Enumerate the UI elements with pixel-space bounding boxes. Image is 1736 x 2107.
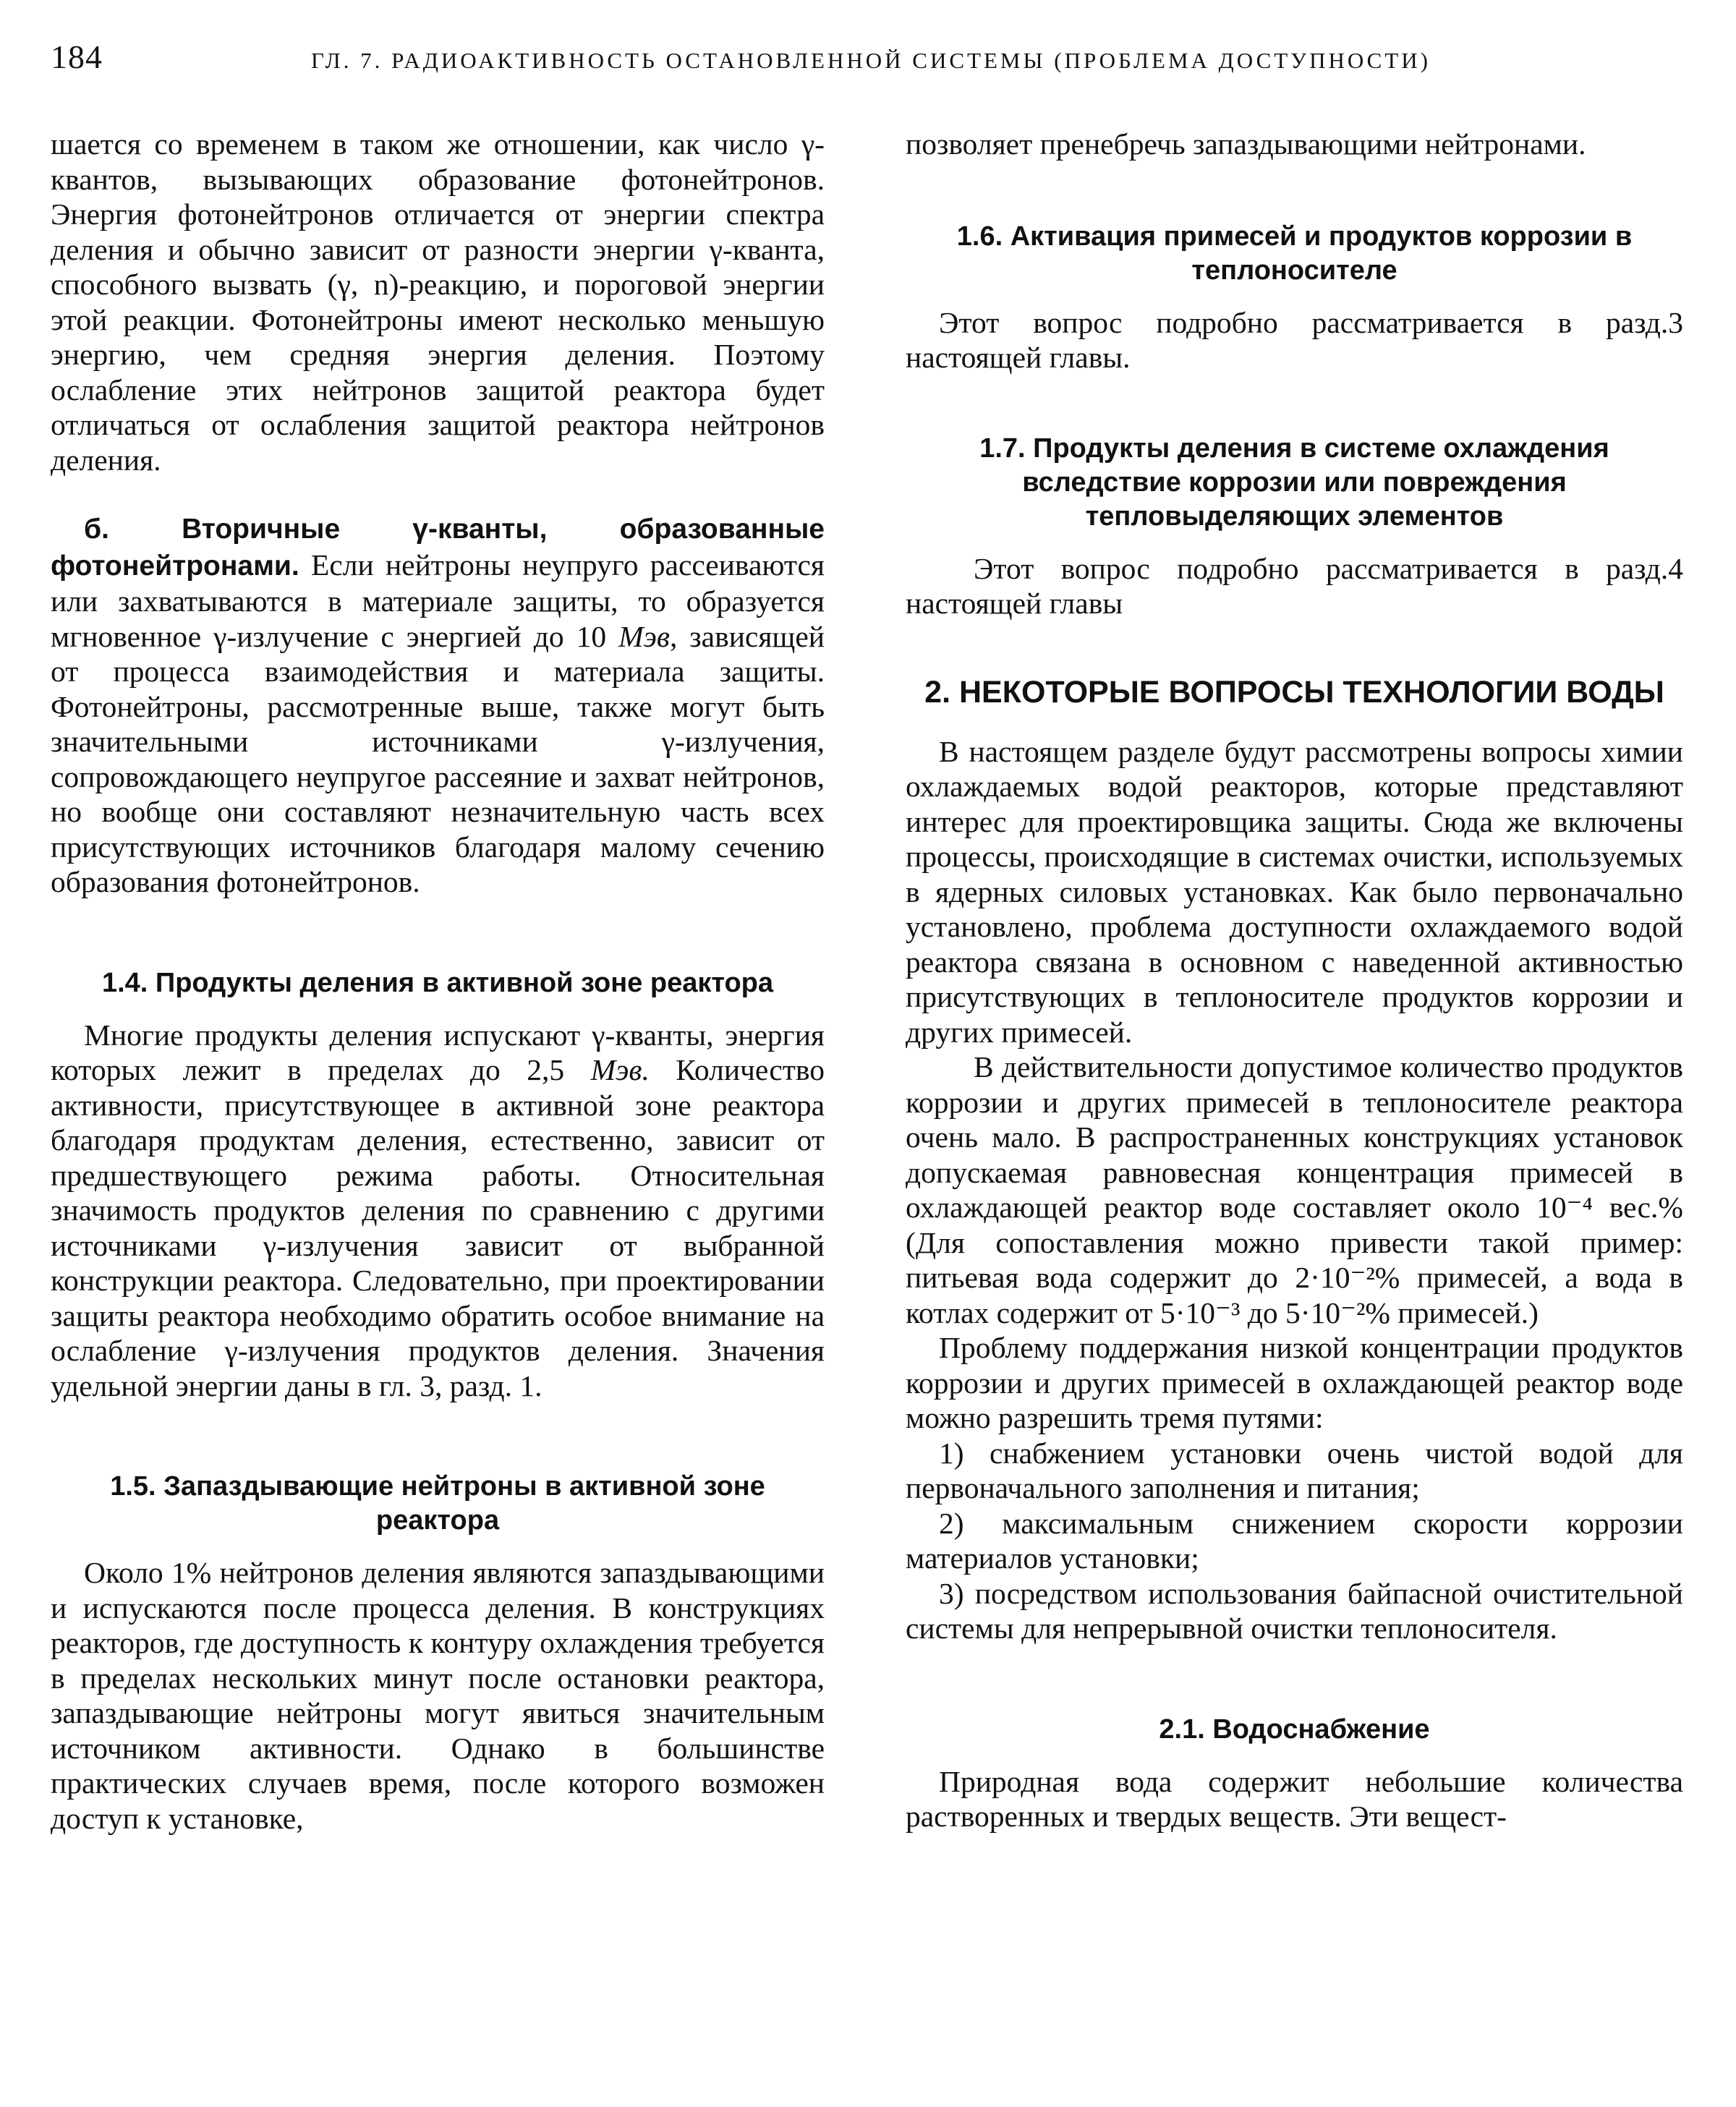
text-span: Многие продукты деления испускают γ-кванты, энергия которых лежит в пределах до 2,5 — [51, 1018, 825, 1086]
subsection-heading-1-5: 1.5. Запаздывающие нейтроны в активной зоне реактора — [110, 1471, 765, 1536]
paragraph-fission-products — [51, 1018, 825, 1404]
subsection-heading-1-7: 1.7. Продукты деления в системе охлаждения вследствие коррозии или повреждения тепловыделяющих элементов — [979, 433, 1609, 532]
paragraph: В настоящем разделе будут рассмотрены вопросы химии охлаждаемых водой реакторов, которые представляют интерес для проектировщика защиты. Сюда же включены процессы, происходящие в системах очистки, используемых в ядерных силовых установках. Как было первоначально установлено, проблема доступности охлаждаемого водой реактора связана в основном с наведенной активностью присутствующих в теплоносителе продуктов коррозии и других примесей. — [906, 734, 1683, 1049]
page-number: 184 — [51, 38, 103, 75]
list-item: 1) снабжением установки очень чистой водой для первоначального заполнения и питания; — [906, 1436, 1683, 1504]
paragraph: Этот вопрос подробно рассматривается в разд.3 настоящей главы. — [906, 305, 1683, 374]
paragraph: позволяет пренебречь запаздывающими нейтронами. — [906, 127, 1586, 161]
subsection-heading-2-1: 2.1. Водоснабжение — [1159, 1714, 1430, 1745]
paragraph: Этот вопрос подробно рассматривается в разд.4 настоящей главы — [906, 551, 1683, 620]
paragraph: Проблему поддержания низкой концентрации продуктов коррозии и других примесей в охлаждающей реактор воде можно разрешить тремя путями: — [906, 1331, 1683, 1434]
running-head: ГЛ. 7. РАДИОАКТИВНОСТЬ ОСТАНОВЛЕННОЙ СИСТЕМЫ (ПРОБЛЕМА ДОСТУПНОСТИ) — [311, 48, 1431, 73]
paragraph: шается со временем в таком же отношении, как число γ-квантов, вызывающих образование фотонейтронов. Энергия фотонейтронов отличается от энергии спектра деления и обычно зависит от разности энергии γ-кванта, способного вызвать (γ, n)-реакцию, и пороговой энергии этой реакции. Фотонейтроны имеют несколько меньшую энергию, чем средняя энергия деления. Поэтому ослабление этих нейтронов защитой реактора будет отличаться от ослабления защитой реактора нейтронов деления. — [51, 127, 825, 477]
text-span: Количество активности, присутствующее в активной зоне реактора благодаря продуктам деления, естественно, зависит от предшествующего режима работы. Относительная значимость продуктов деления по сравнению с другими источниками γ-излучения зависит от выбранной конструкции реактора. Следовательно, при проектировании защиты реактора необходимо обратить особое внимание на ослабление γ-излучения продуктов деления. Значения удельной энергии даны в гл. 3, разд. 1. — [51, 1053, 825, 1402]
unit-mev: Мэв — [618, 619, 670, 653]
paragraph-secondary-gamma — [51, 511, 825, 900]
paragraph: Природная вода содержит небольшие количества растворенных и твердых веществ. Эти вещест- — [906, 1764, 1683, 1833]
page-header — [51, 38, 1685, 88]
unit-mev: Мэв. — [590, 1053, 650, 1086]
left-column — [51, 127, 825, 1836]
list-item: 2) максимальным снижением скорости коррозии материалов установки; — [906, 1506, 1683, 1575]
list-item: 3) посредством использования байпасной очистительной системы для непрерывной очистки теплоносителя. — [906, 1576, 1683, 1645]
text-span: , зависящей от процесса взаимодействия и материала защиты. Фотонейтроны, рассмотренные выше, также могут быть значительными источниками γ-излучения, сопровождающего неупругое рассеяние и захват нейтронов, но вообще они составляют незначительную часть всех присутствующих источников благодаря малому сечению образования фотонейтронов. — [51, 619, 825, 898]
text-span: Если нейтроны неупруго рассеиваются или захватываются в материале защиты, то образуется мгновенное γ-излучение с энергией до 10 — [51, 548, 825, 653]
subsection-heading-1-6: 1.6. Активация примесей и продуктов коррозии в теплоносителе — [956, 221, 1633, 286]
section-heading-2: 2. НЕКОТОРЫЕ ВОПРОСЫ ТЕХНОЛОГИИ ВОДЫ — [924, 674, 1664, 710]
right-column — [906, 127, 1683, 1834]
paragraph: В действительности допустимое количество продуктов коррозии и других примесей в теплоносителе реактора очень мало. В распространенных конструкциях установок допускаемая равновесная концентрация примесей в охлаждающей реактор воде составляет около 10⁻⁴ вес.% (Для сопоставления можно привести такой пример: питьевая вода содержит до 2·10⁻²% примесей, а вода в котлах содержит от 5·10⁻³ до 5·10⁻²% примесей.) — [906, 1050, 1683, 1329]
paragraph-delayed-neutrons: Около 1% нейтронов деления являются запаздывающими и испускаются после процесса деления. В конструкциях реакторов, где доступность к контуру охлаждения требуется в пределах нескольких минут после остановки реактора, запаздывающие нейтроны могут явиться значительным источником активности. Однако в большинстве практических случаев время, после которого возможен доступ к установке, — [51, 1556, 825, 1835]
subsection-heading-1-4: 1.4. Продукты деления в активной зоне реактора — [101, 967, 774, 998]
bold-lead-in: б. Вторичные γ-кванты, образованные фотонейтронами. — [51, 514, 825, 582]
